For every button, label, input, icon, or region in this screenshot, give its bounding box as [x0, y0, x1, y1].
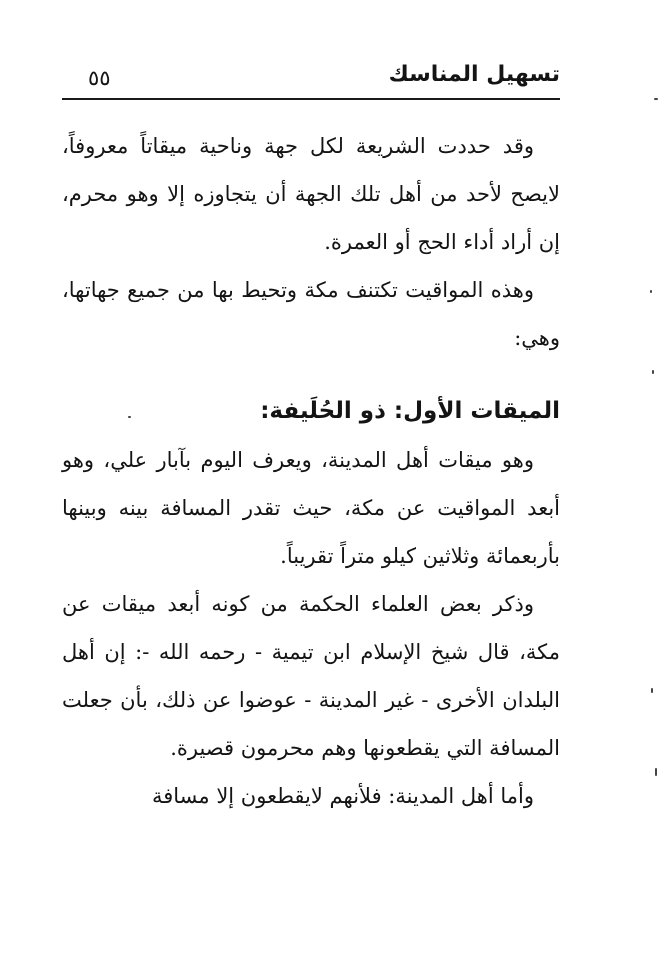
scan-speck: [651, 688, 653, 693]
header-title: تسهيل المناسك: [388, 62, 560, 87]
scan-speck: [652, 370, 654, 374]
paragraph-1: وقد حددت الشريعة لكل جهة وناحية ميقاتاً معروفاً، لايصح لأحد من أهل تلك الجهة أن يتجاوزه إلا وهو محرم، إن أراد أداء الحج أو العمرة.: [62, 134, 560, 254]
paragraph-3: وهو ميقات أهل المدينة، ويعرف اليوم بآبار علي، وهو أبعد المواقيت عن مكة، حيث تقدر المسافة بينه وبينها بأربعمائة وثلاثين كيلو متراً تقريباً.: [62, 448, 560, 568]
page-number: ٥٥: [88, 66, 111, 90]
scan-speck: [654, 98, 658, 100]
paragraph-2: وهذه المواقيت تكتنف مكة وتحيط بها من جميع جهاتها، وهي:: [62, 278, 560, 350]
paragraph-4: وذكر بعض العلماء الحكمة من كونه أبعد ميقات عن مكة، قال شيخ الإسلام ابن تيمية - رحمه الله -: إن أهل البلدان الأخرى - غير المدينة - عوضوا عن ذلك، بأن جعلت المسافة التي يقطعونها وهم محرمون قصيرة.: [62, 592, 560, 760]
paragraph-5: وأما أهل المدينة: فلأنهم لايقطعون إلا مسافة: [151, 784, 534, 808]
running-header: [62, 60, 560, 100]
scan-speck: [650, 290, 652, 293]
body-text: [62, 122, 560, 820]
scan-speck: [128, 416, 131, 418]
section-heading: الميقات الأول: ذو الحُلَيفة:: [260, 398, 560, 424]
scan-speck: [655, 768, 657, 776]
